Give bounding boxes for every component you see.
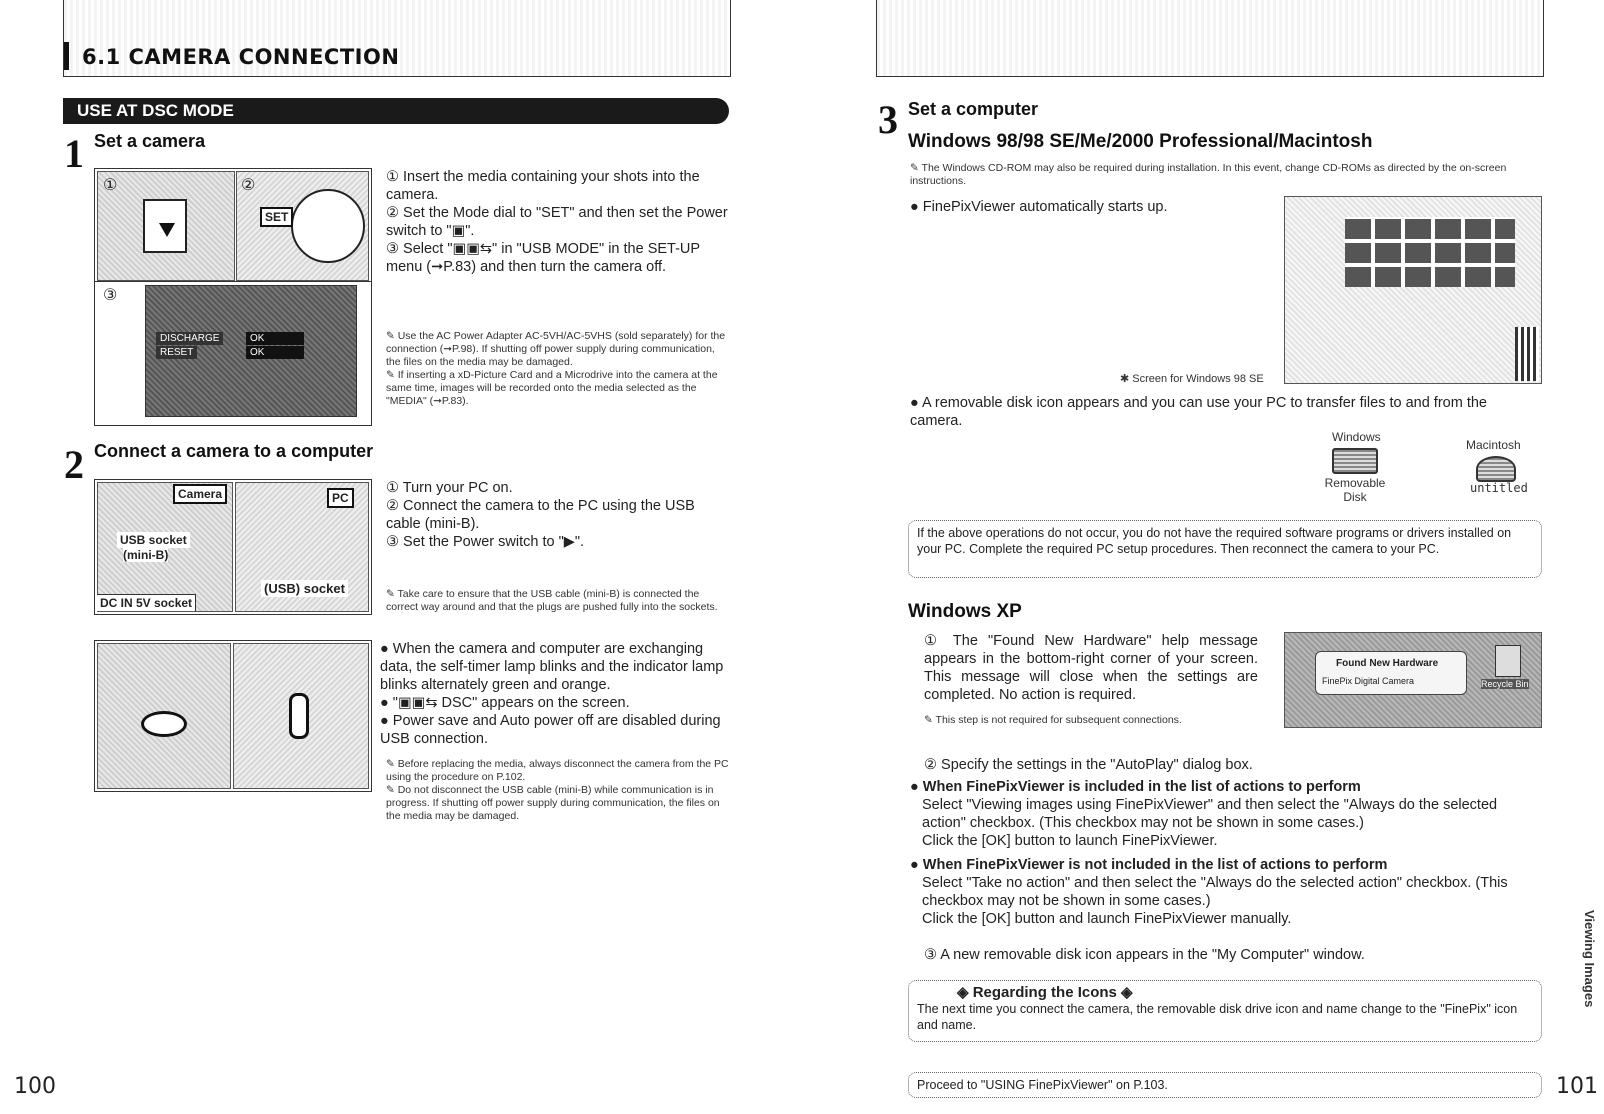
fig-set-label: SET xyxy=(260,207,293,227)
bullet-dsc-screen: ● "▣▣⇆ DSC" appears on the screen. xyxy=(380,695,630,711)
step3-note: ✎ The Windows CD-ROM may also be required during installation. In this event, change CD-ROMs as directed by the on-screen instructions. xyxy=(910,162,1507,187)
left-header-bar xyxy=(64,42,69,70)
fig-camera-label: Camera xyxy=(173,484,227,504)
step1-instructions xyxy=(386,168,731,276)
win98-screenshot xyxy=(1284,196,1542,384)
fig-pc-label: PC xyxy=(327,488,354,508)
step1-notes xyxy=(386,330,731,408)
fig-usb-socket2-label: (USB) socket xyxy=(261,580,348,597)
right-header-box xyxy=(876,0,1544,77)
step2-title: Connect a camera to a computer xyxy=(94,441,374,461)
case1-body: Select "Viewing images using FinePixViewer" and then select the "Always do the selected action" checkbox. (This checkbox may not be shown in some cases.) xyxy=(922,797,1498,831)
step2-item2: ② Connect the camera to the PC using the USB cable (mini-B). xyxy=(386,498,695,532)
step1-title: Set a camera xyxy=(94,131,206,151)
step2-item1: ① Turn your PC on. xyxy=(386,480,513,496)
winxp-item3: ③ A new removable disk icon appears in the "My Computer" window. xyxy=(924,947,1365,963)
menu-reset: RESET xyxy=(156,346,197,359)
popup-subtitle: FinePix Digital Camera xyxy=(1322,676,1415,686)
bullet-icon: ● xyxy=(910,857,923,873)
right-header-pattern xyxy=(877,0,1543,76)
step2-notes2 xyxy=(386,758,731,823)
menu-discharge: DISCHARGE xyxy=(156,332,223,345)
bullet-power-save: ● Power save and Auto power off are disabled during USB connection. xyxy=(380,713,721,747)
step2-bullets xyxy=(380,640,731,748)
bullet-icon: ● xyxy=(910,395,922,411)
step1-item3: ③ Select "▣▣⇆" in "USB MODE" in the SET-UP menu (➞P.83) and then turn the camera off. xyxy=(386,241,700,275)
bullet-lamp-blink: ● When the camera and computer are exchanging data, the self-timer lamp blinks and the indicator lamp blinks alternately green and orange. xyxy=(380,641,724,693)
fig2-label: ② xyxy=(241,177,256,194)
step1-number: 1 xyxy=(64,131,84,176)
win98-caption: ✱ Screen for Windows 98 SE xyxy=(1120,373,1264,385)
bullet-removable-disk: ● A removable disk icon appears and you can use your PC to transfer files to and from the camera. xyxy=(910,395,1487,429)
step2-figure-lamps xyxy=(94,640,372,792)
fig-mini-b-label: (mini-B) xyxy=(123,548,169,562)
mode-banner xyxy=(63,98,729,124)
windows-disk-icon xyxy=(1332,448,1378,474)
bullet-icon: ● xyxy=(380,641,393,657)
case2-body: Select "Take no action" and then select the "Always do the selected action" checkbox. (This checkbox may not be shown in some cases.) xyxy=(922,875,1508,909)
step1-item1: ① Insert the media containing your shots into the camera. xyxy=(386,169,700,203)
fig1-label: ① xyxy=(103,177,118,194)
bullet-icon: ● xyxy=(910,779,923,795)
proceed-box: Proceed to "USING FinePixViewer" on P.103. xyxy=(908,1072,1542,1098)
recycle-bin-label: Recycle Bin xyxy=(1481,679,1529,689)
note-icon: ✎ xyxy=(910,162,922,174)
case1 xyxy=(910,778,1542,850)
winxp-item1: ① The "Found New Hardware" help message appears in the bottom-right corner of your screen. This message will close when the settings are completed. No action is required. xyxy=(924,633,1258,703)
step3-subtitle: Windows 98/98 SE/Me/2000 Professional/Macintosh xyxy=(908,131,1373,152)
step2-note2a: ✎ Before replacing the media, always disconnect the camera from the PC using the procedure on P.102. xyxy=(386,758,729,783)
scrollbar-bars xyxy=(1515,327,1539,381)
regarding-icons-body: The next time you connect the camera, the removable disk drive icon and name change to the "FinePix" icon and name. xyxy=(917,1002,1518,1032)
fig-lamp-icon xyxy=(141,711,187,737)
drivers-warning-box: If the above operations do not occur, you do not have the required software programs or drivers installed on your PC. Complete the required PC setup procedures. Then reconnect the camera to your PC. xyxy=(908,520,1542,578)
note-icon: ✎ xyxy=(386,784,398,796)
bullet-icon: ● xyxy=(910,199,923,215)
step2-item3: ③ Set the Power switch to "▶". xyxy=(386,534,585,550)
side-tab-viewing-images: Viewing Images xyxy=(1582,910,1597,1008)
step3-title: Set a computer xyxy=(908,99,1039,119)
left-header-box xyxy=(63,0,731,77)
bullet-finepix-starts: ● FinePixViewer automatically starts up. xyxy=(910,199,1168,215)
menu-ok1: OK xyxy=(246,332,304,345)
note-icon: ✎ xyxy=(386,758,398,770)
case2-body2: Click the [OK] button and launch FinePixViewer manually. xyxy=(922,911,1292,927)
found-hardware-popup xyxy=(1315,651,1467,695)
menu-ok2: OK xyxy=(246,346,304,359)
winxp-screenshot xyxy=(1284,632,1542,728)
fig-mode-dial-circle xyxy=(291,189,365,263)
mode-banner-label: USE AT DSC MODE xyxy=(77,101,234,120)
note-icon: ✎ xyxy=(924,714,936,726)
step2-note2b: ✎ Do not disconnect the USB cable (mini-B) while communication is in progress. If shutting off power supply during communication, the files on the media may be damaged. xyxy=(386,784,720,822)
step1-note1: ✎ Use the AC Power Adapter AC-5VH/AC-5VHS (sold separately) for the connection (➞P.98). If shutting off power supply during communication, the files on the media may be damaged. xyxy=(386,330,726,368)
popup-title: Found New Hardware xyxy=(1336,658,1439,669)
mac-disk-icon xyxy=(1476,456,1516,482)
regarding-icons-box xyxy=(908,980,1542,1042)
fig-indicator-icon xyxy=(289,693,309,739)
untitled-label: untitled xyxy=(1470,481,1528,495)
step2-figure xyxy=(94,479,372,615)
winxp-item1-note: ✎ This step is not required for subsequent connections. xyxy=(924,714,1182,726)
fig-setup-menu xyxy=(145,285,357,417)
recycle-bin-icon xyxy=(1495,645,1521,677)
winxp-item2: ② Specify the settings in the "AutoPlay" dialog box. xyxy=(924,757,1253,773)
fig-slot-arrow xyxy=(143,199,187,253)
bullet-icon: ● xyxy=(380,713,393,729)
fig-dc-in-label: DC IN 5V socket xyxy=(97,594,196,611)
note-icon: ✎ xyxy=(386,369,398,381)
removable-disk-label: Removable Disk xyxy=(1324,476,1386,504)
macintosh-label: Macintosh xyxy=(1466,438,1521,452)
thumbnail-grid xyxy=(1345,217,1515,287)
step2-note: ✎ Take care to ensure that the USB cable (mini-B) is connected the correct way around and that the plugs are pushed fully into the sockets. xyxy=(386,588,718,613)
regarding-icons-title: ◈ Regarding the Icons ◈ xyxy=(957,984,1133,1001)
step1-figure xyxy=(94,168,372,426)
windows-label: Windows xyxy=(1332,430,1381,444)
case2 xyxy=(910,856,1542,928)
left-page-number: 100 xyxy=(14,1074,56,1099)
fig-divider xyxy=(95,281,371,282)
case1-title: ● When FinePixViewer is included in the list of actions to perform xyxy=(910,779,1361,795)
case2-title: ● When FinePixViewer is not included in the list of actions to perform xyxy=(910,857,1388,873)
note-icon: ✎ xyxy=(386,588,398,600)
step1-note2: ✎ If inserting a xD-Picture Card and a Microdrive into the camera at the same time, images will be recorded onto the media selected as the "MEDIA" (➞P.83). xyxy=(386,369,718,407)
note-icon: ✎ xyxy=(386,330,398,342)
fig3-label: ③ xyxy=(103,287,118,304)
step1-item2: ② Set the Mode dial to "SET" and then set the Power switch to "▣". xyxy=(386,205,728,239)
step2-instructions xyxy=(386,479,731,551)
step3-number: 3 xyxy=(878,97,898,142)
fig-usb-socket-label: USB socket xyxy=(117,532,190,548)
step2-number: 2 xyxy=(64,442,84,487)
bullet-icon: ● xyxy=(380,695,393,711)
winxp-heading: Windows XP xyxy=(908,601,1022,622)
right-page-number: 101 xyxy=(1556,1074,1598,1099)
case1-body2: Click the [OK] button to launch FinePixViewer. xyxy=(922,833,1218,849)
section-title: 6.1 CAMERA CONNECTION xyxy=(82,45,400,69)
